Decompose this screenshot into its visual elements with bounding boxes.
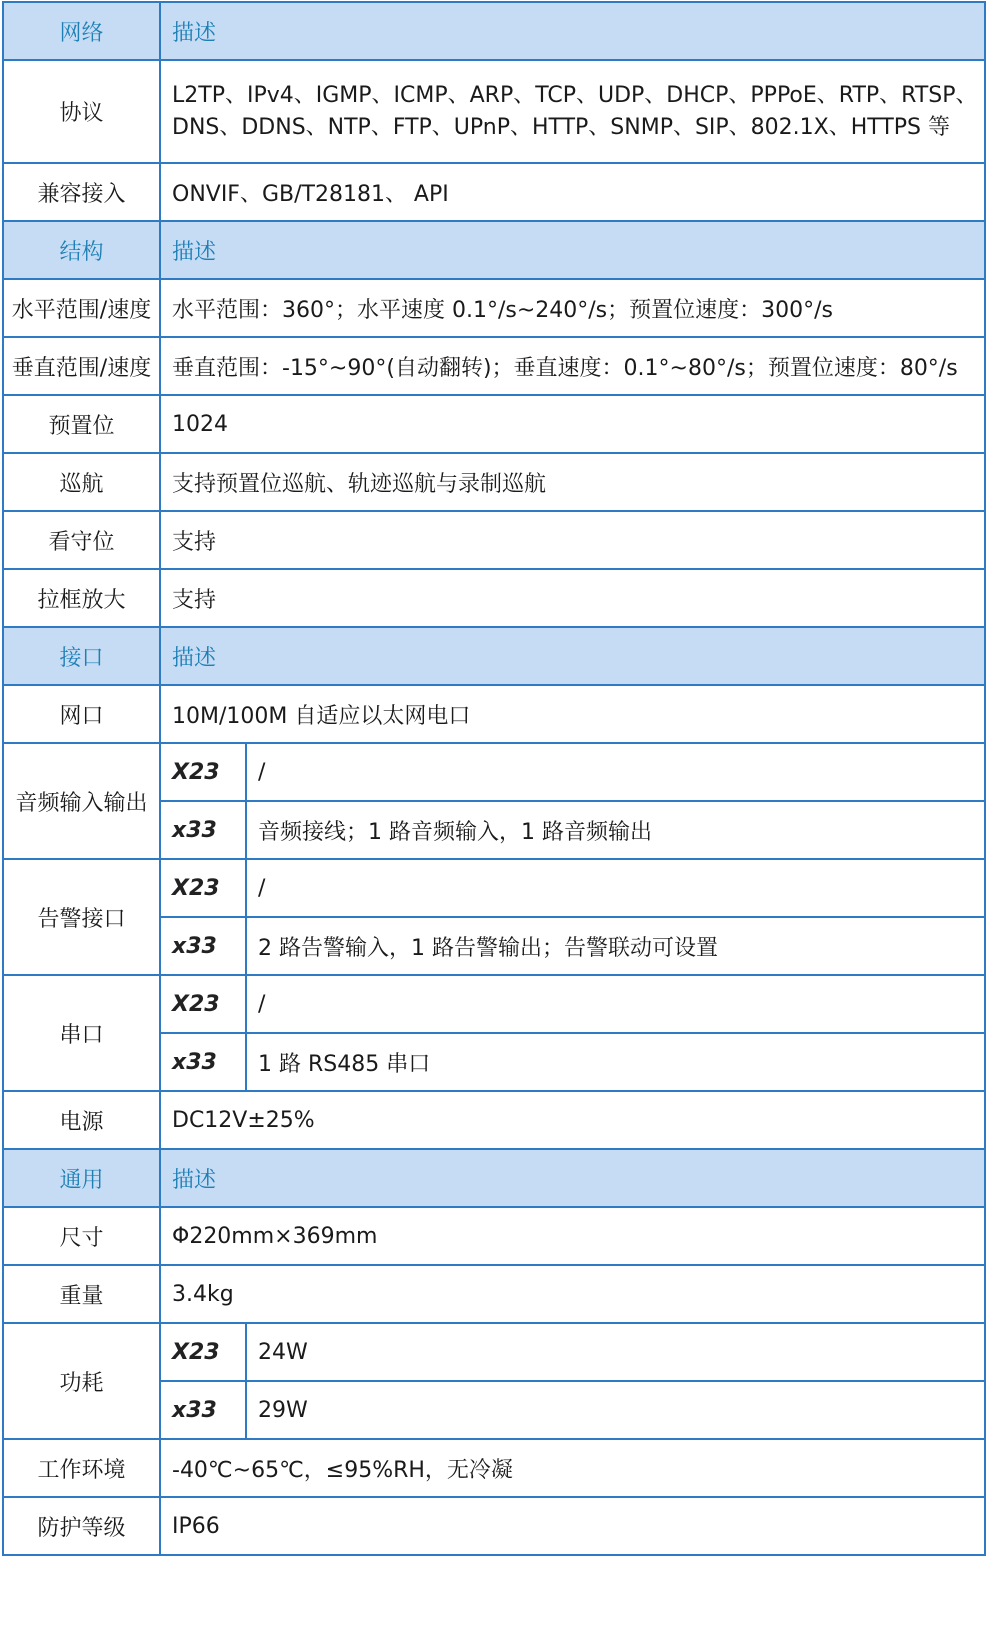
section-header-network [3,2,985,60]
row-label: 尺寸 [3,1207,160,1265]
row-label: 看守位 [3,511,160,569]
section-header-interface [3,627,985,685]
row-label: 协议 [3,60,160,163]
model-label: X23 [160,1323,246,1381]
section-desc: 描述 [160,221,985,279]
row-label: 兼容接入 [3,163,160,221]
section-desc: 描述 [160,2,985,60]
section-desc: 描述 [160,1149,985,1207]
row-label: 预置位 [3,395,160,453]
row-value: / [246,743,985,801]
table-row [3,395,985,453]
model-label: x33 [160,801,246,859]
table-row [3,60,985,163]
model-label: x33 [160,1033,246,1091]
row-label: 电源 [3,1091,160,1149]
row-label: 功耗 [3,1323,160,1439]
row-label: 防护等级 [3,1497,160,1555]
section-title: 网络 [3,2,160,60]
table-row [3,1207,985,1265]
row-value: 垂直范围：-15°~90°(自动翻转)；垂直速度：0.1°~80°/s；预置位速度：80°/s [160,337,985,395]
table-row [3,453,985,511]
row-value: 水平范围：360°；水平速度 0.1°/s~240°/s；预置位速度：300°/s [160,279,985,337]
row-value: 2 路告警输入，1 路告警输出；告警联动可设置 [246,917,985,975]
row-value: 支持 [160,511,985,569]
row-value: Φ220mm×369mm [160,1207,985,1265]
table-row [3,1439,985,1497]
section-title: 接口 [3,627,160,685]
row-label: 巡航 [3,453,160,511]
row-value: IP66 [160,1497,985,1555]
table-row [3,1497,985,1555]
row-value: 支持预置位巡航、轨迹巡航与录制巡航 [160,453,985,511]
row-label: 告警接口 [3,859,160,975]
model-label: X23 [160,859,246,917]
table-row [3,279,985,337]
table-row [3,975,985,1033]
table-row [3,1323,985,1381]
row-value: / [246,975,985,1033]
row-value: 24W [246,1323,985,1381]
row-value: 1024 [160,395,985,453]
table-row [3,569,985,627]
row-value: / [246,859,985,917]
table-row [3,859,985,917]
table-row [3,685,985,743]
row-value: ONVIF、GB/T28181、 API [160,163,985,221]
row-label: 拉框放大 [3,569,160,627]
row-value: 29W [246,1381,985,1439]
row-value: L2TP、IPv4、IGMP、ICMP、ARP、TCP、UDP、DHCP、PPPoE、RTP、RTSP、DNS、DDNS、NTP、FTP、UPnP、HTTP、SNMP、SIP、802.1X、HTTPS 等 [160,60,985,163]
model-label: X23 [160,975,246,1033]
section-title: 结构 [3,221,160,279]
row-label: 垂直范围/速度 [3,337,160,395]
model-label: X23 [160,743,246,801]
table-row [3,1265,985,1323]
model-label: x33 [160,1381,246,1439]
spec-table [2,1,986,1556]
row-label: 水平范围/速度 [3,279,160,337]
row-value: DC12V±25% [160,1091,985,1149]
section-header-general [3,1149,985,1207]
row-value: 3.4kg [160,1265,985,1323]
row-label: 音频输入输出 [3,743,160,859]
section-desc: 描述 [160,627,985,685]
row-value: 音频接线；1 路音频输入，1 路音频输出 [246,801,985,859]
row-label: 工作环境 [3,1439,160,1497]
section-header-structure [3,221,985,279]
table-row [3,743,985,801]
table-row [3,1091,985,1149]
row-value: 支持 [160,569,985,627]
table-row [3,163,985,221]
row-label: 重量 [3,1265,160,1323]
row-value: -40℃~65℃，≤95%RH，无冷凝 [160,1439,985,1497]
section-title: 通用 [3,1149,160,1207]
row-value: 10M/100M 自适应以太网电口 [160,685,985,743]
table-row [3,511,985,569]
model-label: x33 [160,917,246,975]
row-label: 串口 [3,975,160,1091]
row-label: 网口 [3,685,160,743]
table-row [3,337,985,395]
row-value: 1 路 RS485 串口 [246,1033,985,1091]
